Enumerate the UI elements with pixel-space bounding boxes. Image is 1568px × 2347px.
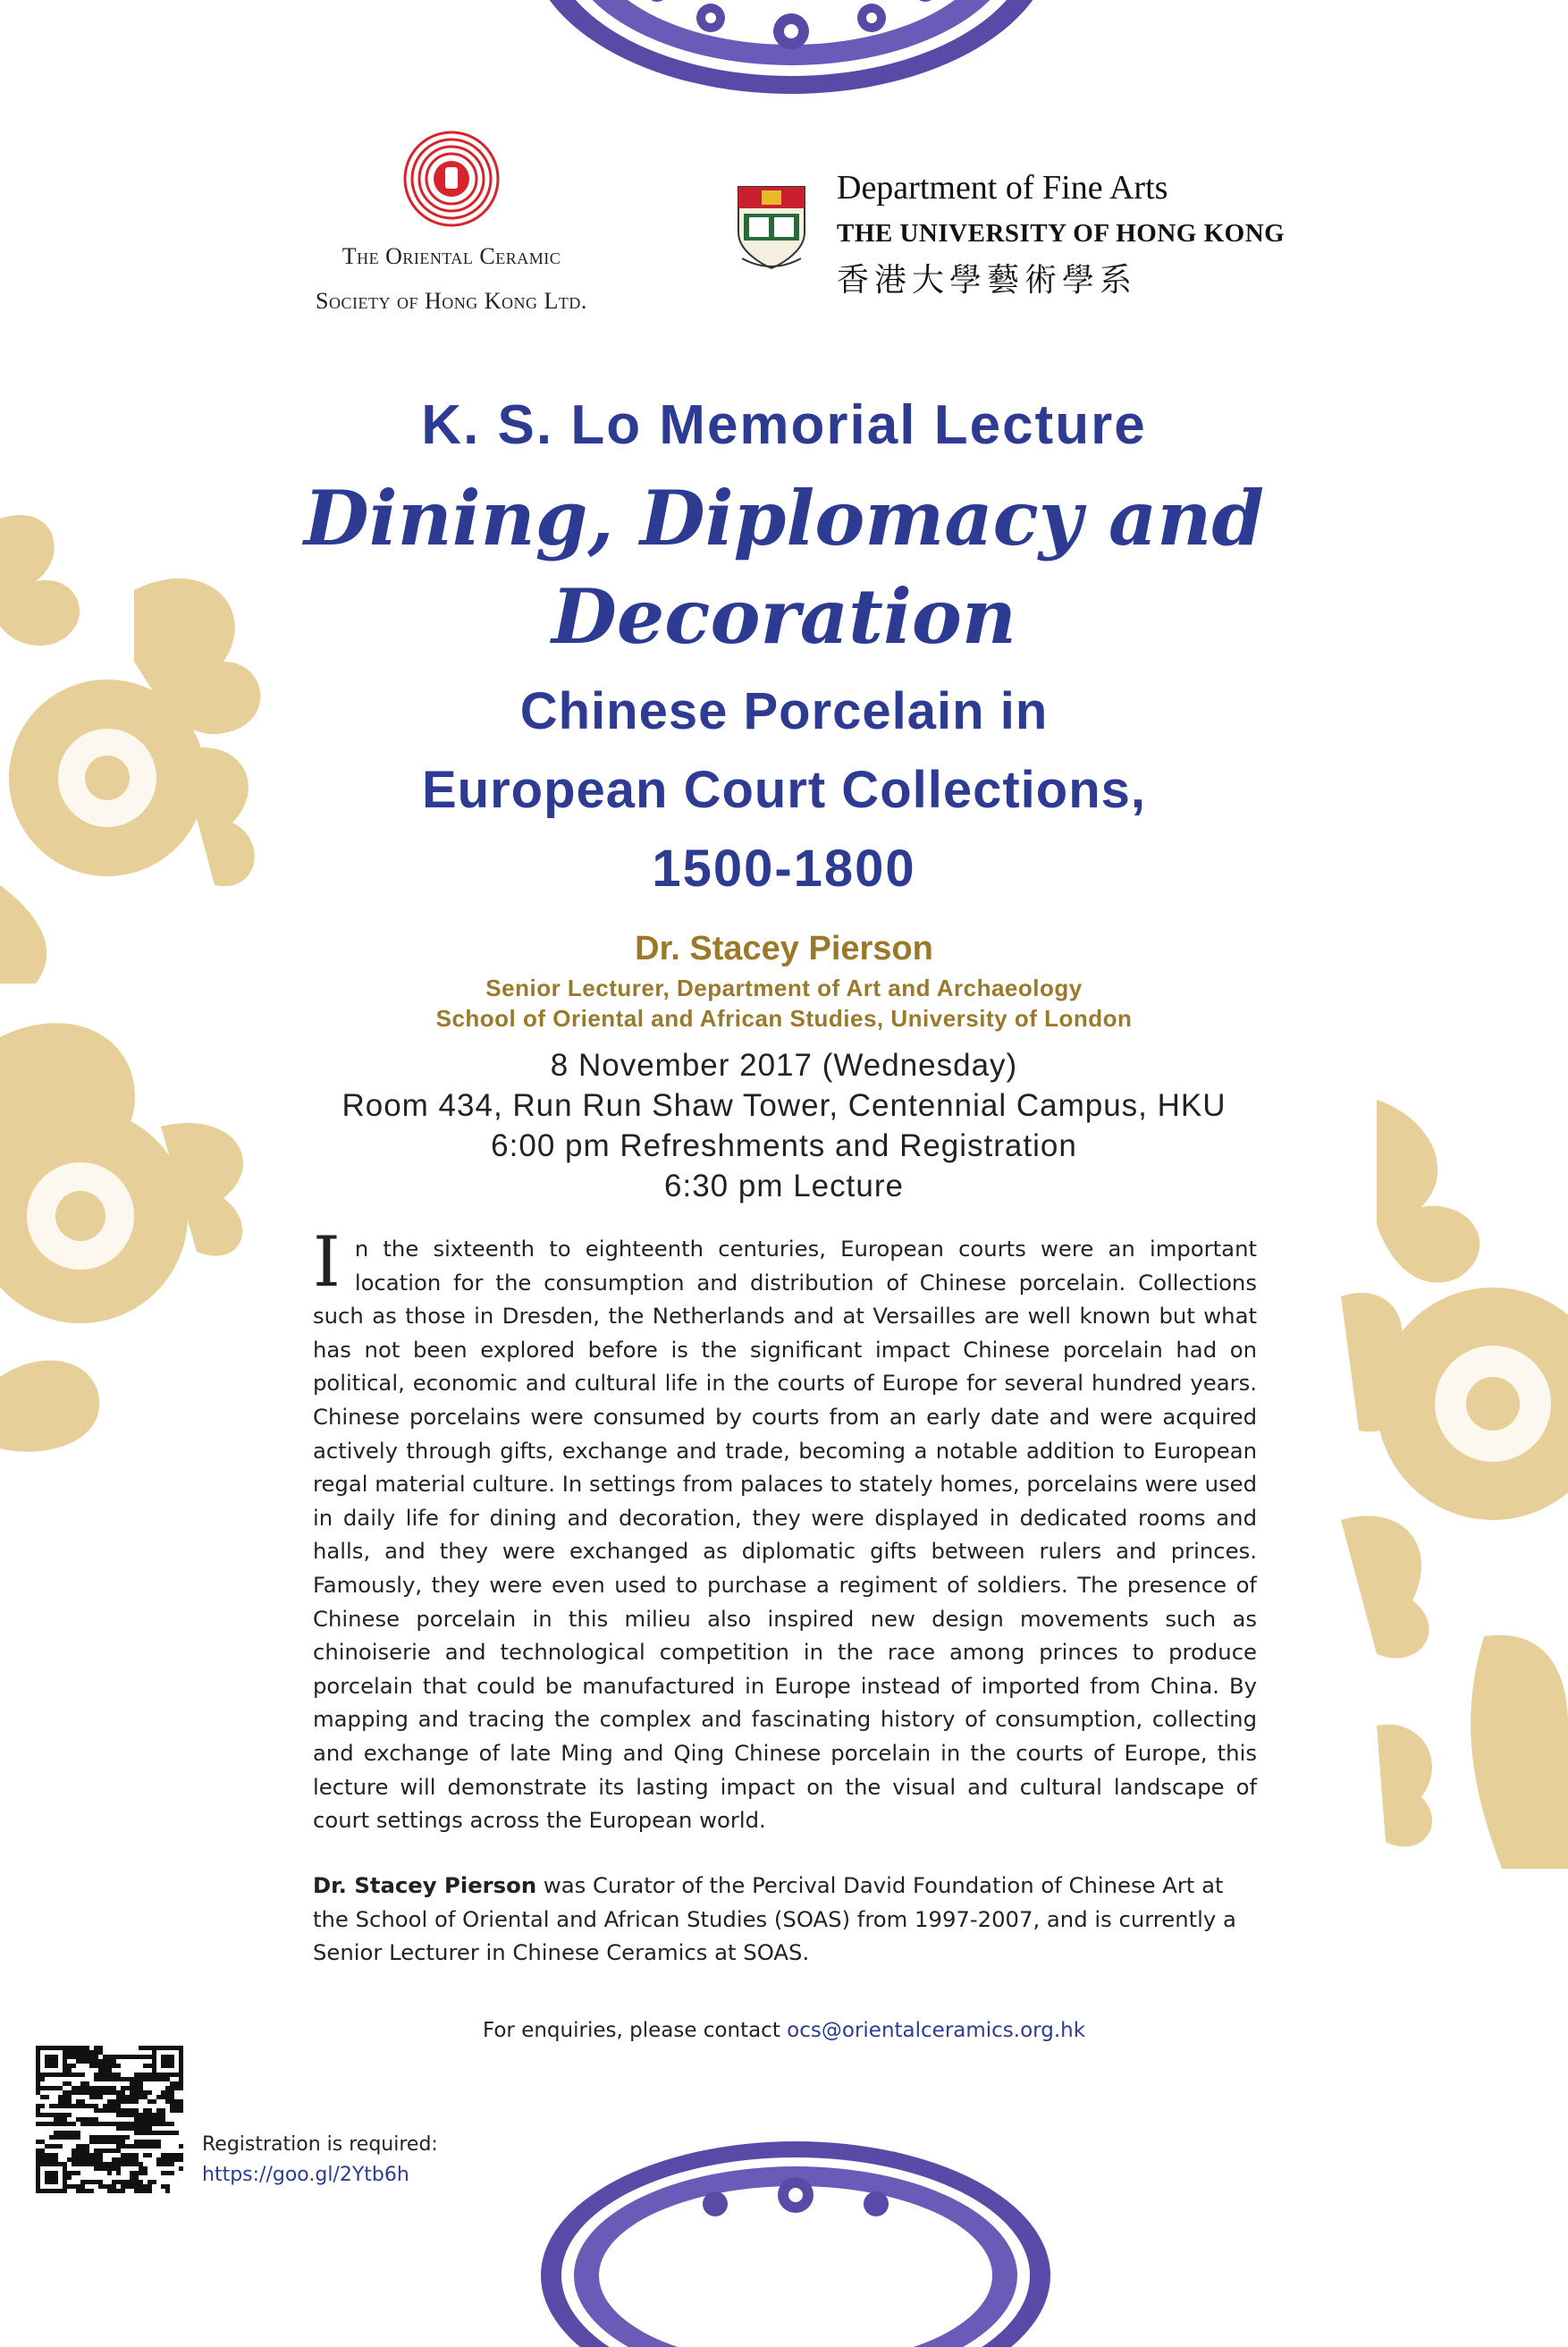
event-refreshments-time: 6:00 pm Refreshments and Registration [491,1128,1077,1163]
department-name: Department of Fine Arts [837,169,1168,207]
enquiry-email-link[interactable]: ocs@orientalceramics.org.hk [787,2019,1086,2042]
ocs-name-line1: The Oriental Ceramic [341,243,561,269]
porcelain-plate-bottom-decoration [536,2132,1055,2347]
lecture-subtitle-line3: 1500-1800 [652,840,916,898]
hku-crest-logo [735,183,808,273]
floral-decoration-right [1323,1100,1568,1869]
lecture-series-title: K. S. Lo Memorial Lecture [421,394,1147,456]
bio-text: was Curator of the Percival David Foundation of Chinese Art at the School of Oriental and African Studies (SOAS) from 1997-2007, and is currently a Senior Lecturer in Chinese Ceramics at SOAS. [313,1872,1236,1966]
lecture-title-line2: Decoration [552,572,1016,661]
ocs-name-line2: Society of Hong Kong Ltd. [316,288,587,314]
lecture-title-line1: Dining, Diplomacy and [303,474,1265,562]
registration-link[interactable]: https://goo.gl/2Ytb6h [202,2164,409,2186]
enquiry-line [0,2019,1568,2042]
event-lecture-time: 6:30 pm Lecture [664,1169,904,1203]
speaker-affiliation-line2: School of Oriental and African Studies, University of London [435,1005,1133,1032]
registration-qr-code[interactable] [36,2046,183,2193]
speaker-bio [313,1869,1257,1970]
chinese-department-name: 香港大學藝術學系 [837,262,1138,299]
lecture-subtitle-line2: European Court Collections, [421,761,1147,819]
speaker-name: Dr. Stacey Pierson [635,930,933,967]
university-name: THE UNIVERSITY OF HONG KONG [837,219,1286,248]
ocs-seal-logo [402,130,501,228]
event-date: 8 November 2017 (Wednesday) [550,1048,1018,1083]
lecture-abstract [313,1222,1257,1837]
abstract-text: n the sixteenth to eighteenth centuries, European courts were an important location for the consumption and distribution of Chinese porcelain. Collections such as those in Dresden, the Netherlands and at Versailles are well known but what has not been explored before is the significant impact Chinese porcelain had on political, economic and cultural life in the courts of Europe for several hundred years. Chinese porcelains were consumed by courts from an early date and were acquired actively through gifts, exchange and trade, becoming a notable addition to European regal material culture. In settings from palaces to stately homes, porcelains were used in daily life for dining and decoration, they were displayed in dedicated rooms and halls, and they were exchanged as diplomatic gifts between rulers and princes. Famously, they were even used to purchase a regiment of soldiers. The presence of Chinese porcelain in this milieu also inspired new design movements such as chinoiserie and technological competition in the race among princes to produce porcelain that could be manufactured in Europe instead of imported from China. By mapping and tracing the complex and fascinating history of consumption, collecting and exchange of late Ming and Qing Chinese porcelain in the courts of Europe, this lecture will demonstrate its lasting impact on the visual and cultural landscape of court settings across the European world. [313,1236,1257,1834]
lecture-subtitle-line1: Chinese Porcelain in [519,682,1049,740]
enquiry-prefix: For enquiries, please contact [482,2019,788,2042]
bio-speaker-name: Dr. Stacey Pierson [313,1872,537,1898]
registration-label: Registration is required: [202,2133,438,2156]
speaker-affiliation-line1: Senior Lecturer, Department of Art and Archaeology [485,975,1083,1001]
event-venue: Room 434, Run Run Shaw Tower, Centennial Campus, HKU [341,1088,1227,1123]
abstract-dropcap: I [313,1222,341,1303]
porcelain-plate-top-decoration [523,0,1059,98]
